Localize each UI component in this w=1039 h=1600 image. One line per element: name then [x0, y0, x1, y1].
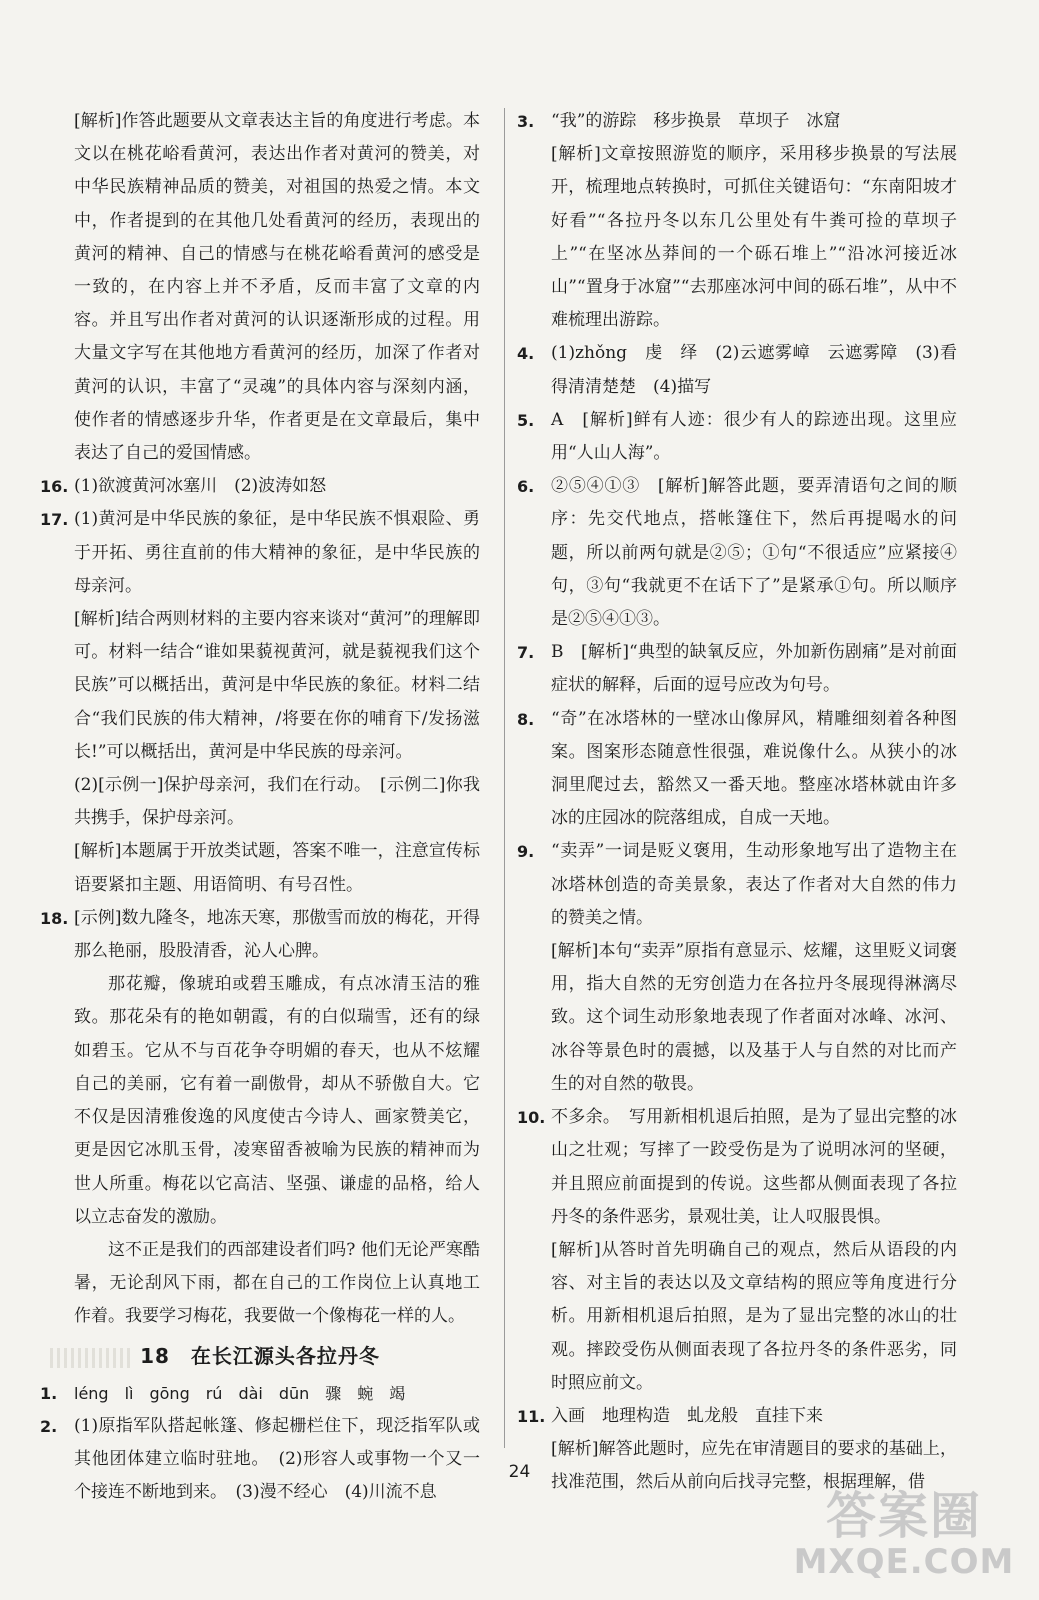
answer-text: A [解析]鲜有人迹：很少有人的踪迹出现。这里应用“人山人海”。: [551, 409, 957, 464]
title-decoration: [50, 1348, 130, 1368]
essay-paragraph: 这不正是我们的西部建设者们吗? 他们无论严寒酷暑，无论刮风下雨，都在自己的工作岗位上认真地工作着。我要学习梅花，我要做一个像梅花一样的人。: [74, 1239, 480, 1327]
question-5: [517, 404, 957, 470]
question-number: 8.: [517, 709, 535, 729]
question-number: 9.: [517, 842, 535, 862]
watermark-logo: [789, 1488, 1019, 1580]
answer-text: [示例]数九隆冬，地冻天寒，那傲雪而放的梅花，开得那么艳丽，股股清香，沁人心脾。: [74, 907, 480, 962]
question-number: 18.: [40, 908, 69, 928]
question-number: 4.: [517, 344, 535, 364]
question-10: [517, 1101, 957, 1400]
section-title: [40, 1340, 480, 1373]
analysis-paragraph: [解析]结合两则材料的主要内容来谈对“黄河”的理解即可。材料一结合“谁如果藐视黄河，就是藐视我们这个民族”可以概括出，黄河是中华民族的象征。材料二结合“我们民族的伟大精神，/将要在你的哺育下/发扬滋长!”可以概括出，黄河是中华民族的母亲河。: [74, 609, 480, 762]
right-column: [517, 105, 957, 1500]
answer-text: “我”的游踪 移步换景 草坝子 冰窟: [551, 111, 841, 131]
question-number: 10.: [517, 1108, 546, 1128]
answer-text: “奇”在冰塔林的一壁冰山像屏风，精雕细刻着各种图案。图案形态随意性很强，难说像什么。从狭小的冰洞里爬过去，豁然又一番天地。整座冰塔林就由许多冰的庄园冰的院落组成，自成一天地。: [551, 708, 957, 829]
analysis-paragraph: [解析]作答此题要从文章表达主旨的角度进行考虑。本文以在桃花峪看黄河，表达出作者对黄河的赞美，对中华民族精神品质的赞美，对祖国的热爱之情。本文中，作者提到的在其他几处看黄河的经历，表现出的黄河的精神、自己的情感与在桃花峪看黄河的感受是一致的，在内容上并不矛盾，反而丰富了文章的内容。并且写出作者对黄河的认识逐渐形成的过程。用大量文字写在其他地方看黄河的经历，加深了作者对黄河的认识，丰富了“灵魂”的具体内容与深刻内涵，使作者的情感逐步升华，作者更是在文章最后，集中表达了自己的爱国情感。: [74, 111, 480, 464]
question-number: 11.: [517, 1406, 546, 1426]
column-divider: [504, 108, 505, 1448]
question-number: 1.: [40, 1383, 58, 1403]
question-7: [517, 636, 957, 702]
section-question-2: [40, 1410, 480, 1510]
watermark-url: MXQE.COM: [793, 1542, 1015, 1582]
question-9: [517, 835, 957, 1101]
question-16: [40, 470, 480, 503]
question-number: 2.: [40, 1416, 58, 1436]
essay-paragraph: 那花瓣，像琥珀或碧玉雕成，有点冰清玉洁的雅致。那花朵有的艳如朝霞，有的白似瑞雪，还有的绿如碧玉。它从不与百花争夺明媚的春天，也从不炫耀自己的美丽，它有着一副傲骨，却从不骄傲自大。它不仅是因清雅俊逸的风度使古今诗人、画家赞美它，更是因它冰肌玉骨，凌寒留香被喻为民族的精神而为世人所重。梅花以它高洁、坚强、谦虚的品格，给人以立志奋发的激励。: [74, 974, 480, 1227]
question-18: [40, 902, 480, 1334]
answer-text: (2)[示例一]保护母亲河，我们在行动。 [示例二]你我共携手，保护母亲河。: [74, 775, 480, 829]
analysis-paragraph: [解析]解答此题时，应先在审清题目的要求的基础上，找准范围，然后从前向后找寻完整，根据理解，借: [551, 1439, 957, 1493]
answer-text: (1)欲渡黄河冰塞川 (2)波涛如怒: [74, 476, 327, 497]
analysis-paragraph: [解析]从答时首先明确自己的观点，然后从语段的内容、对主旨的表达以及文章结构的照应等角度进行分析。用新相机退后拍照，是为了显出完整的冰山的壮观。摔跤受伤从侧面表现了各拉丹冬的条件恶劣，同时照应前文。: [551, 1239, 957, 1393]
answer-text: ②⑤④①③ [解析]解答此题，要弄清语句之间的顺序：先交代地点，搭帐篷住下，然后再提喝水的问题，所以前两句就是②⑤；①句“不很适应”应紧接④句，③句“我就更不在话下了”是紧承①句。所以顺序是②⑤④①③。: [551, 476, 957, 630]
page-number: 24: [508, 1462, 531, 1482]
section-title-text: 18 在长江源头各拉丹冬: [140, 1343, 380, 1368]
question-11: [517, 1400, 957, 1500]
question-6: [517, 470, 957, 636]
question-number: 6.: [517, 477, 535, 497]
question-number: 16.: [40, 477, 69, 497]
question-17: [40, 503, 480, 901]
answer-text: (1)黄河是中华民族的象征，是中华民族不惧艰险、勇于开拓、勇往直前的伟大精神的象征，是中华民族的母亲河。: [74, 509, 480, 596]
question-number: 5.: [517, 410, 535, 430]
question-8: [517, 703, 957, 836]
answer-text: “卖弄”一词是贬义褒用，生动形象地写出了造物主在冰塔林创造的奇美景象，表达了作者对大自然的伟力的赞美之情。: [551, 841, 957, 928]
section-question-1: [40, 1377, 480, 1410]
answer-text: (1)原指军队搭起帐篷、修起栅栏住下，现泛指军队或其他团体建立临时驻地。 (2)形容人或事物一个又一个接连不断地到来。 (3)漫不经心 (4)川流不息: [74, 1415, 480, 1503]
question-4: [517, 337, 957, 403]
question-number: 17.: [40, 510, 69, 530]
analysis-paragraph: [解析]本句“卖弄”原指有意显示、炫耀，这里贬义词褒用，指大自然的无穷创造力在各拉丹冬展现得淋漓尽致。这个词生动形象地表现了作者面对冰峰、冰河、冰谷等景色时的震撼，以及基于人与自然的对比而产生的对自然的敬畏。: [551, 941, 957, 1094]
question-number: 3.: [517, 112, 535, 131]
question-3: [517, 105, 957, 337]
question-number: 7.: [517, 643, 535, 663]
analysis-paragraph: [解析]文章按照游览的顺序，采用移步换景的写法展开，梳理地点转换时，可抓住关键语句：“东南阳坡才好看”“各拉丹冬以东几公里处有牛粪可捡的草坝子上”“在坚冰丛莽间的一个砾石堆上”“沿冰河接近冰山”“置身于冰窟”“去那座冰河中间的砾石堆”，从中不难梳理出游踪。: [551, 144, 957, 331]
answer-text: 入画 地理构造 虬龙般 直挂下来: [551, 1405, 823, 1426]
answer-text: B [解析]“典型的缺氧反应，外加新伤剧痛”是对前面症状的解释，后面的逗号应改为句号。: [551, 642, 957, 696]
left-column: [40, 105, 480, 1510]
analysis-paragraph: [解析]本题属于开放类试题，答案不唯一，注意宣传标语要紧扣主题、用语简明、有号召性。: [74, 841, 480, 895]
answer-text: (1)zhǒng 虔 绎 (2)云遮雾嶂 云遮雾障 (3)看得清清楚楚 (4)描写: [551, 343, 957, 397]
watermark-text: 答案圈: [826, 1487, 982, 1545]
pinyin-answer: léng lì gōng rú dài dūn 骤 蜿 竭: [74, 1383, 406, 1403]
q15-analysis: [40, 105, 480, 470]
answer-text: 不多余。 写用新相机退后拍照，是为了显出完整的冰山之壮观；写摔了一跤受伤是为了说明冰河的坚硬，并且照应前面提到的传说。这些都从侧面表现了各拉丹冬的条件恶劣，景观壮美，让人叹服畏惧。: [551, 1107, 957, 1227]
